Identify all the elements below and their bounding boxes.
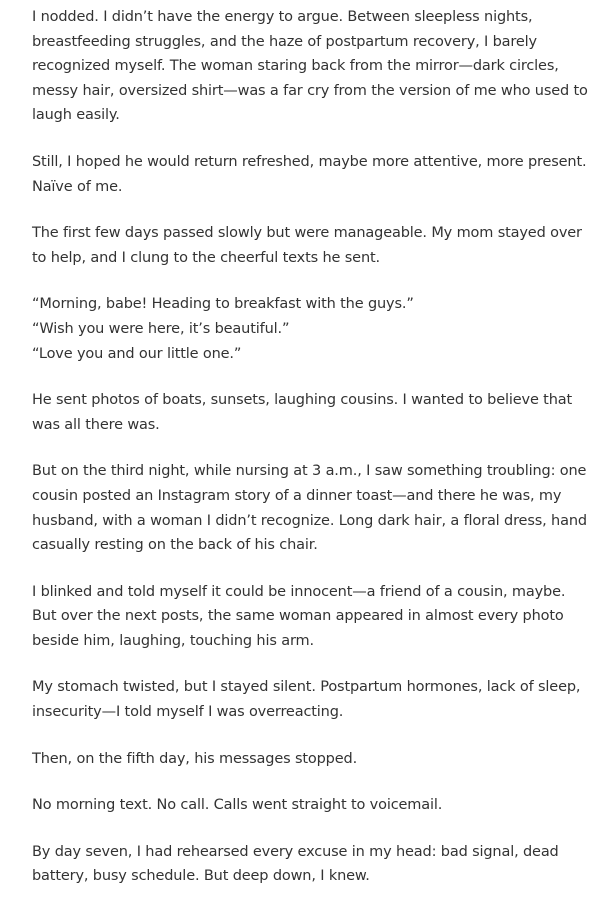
- paragraph-5: He sent photos of boats, sunsets, laughing cousins. I wanted to believe that was all there was.: [32, 392, 573, 433]
- paragraph-6: But on the third night, while nursing at 3 a.m., I saw something troubling: one cousin posted an Instagram story of a dinner toast—and there he was, my husband, with a woman I didn’t recognize. Long dark hair, a floral dress, hand casually resting on the back of his chair.: [32, 463, 587, 554]
- paragraph-11: By day seven, I had rehearsed every excuse in my head: bad signal, dead battery, busy schedule. But deep down, I knew.: [32, 843, 559, 885]
- paragraph-2: Still, I hoped he would return refreshed, maybe more attentive, more present. Naïve of me.: [32, 153, 587, 195]
- paragraph-9: Then, on the fifth day, his messages stopped.: [32, 750, 358, 767]
- paragraph-7: I blinked and told myself it could be innocent—a friend of a cousin, maybe. But over the next posts, the same woman appeared in almost every photo beside him, laughing, touching his arm.: [32, 583, 566, 649]
- paragraph-text-messages: “Morning, babe! Heading to breakfast with the guys.” “Wish you were here, it’s beautiful.” “Love you and our little one.”: [32, 296, 414, 362]
- paragraph-8: My stomach twisted, but I stayed silent. Postpartum hormones, lack of sleep, insecurity—I told myself I was overreacting.: [32, 679, 581, 721]
- article-body: [32, 5, 592, 911]
- paragraph-3: The first few days passed slowly but were manageable. My mom stayed over to help, and I clung to the cheerful texts he sent.: [32, 225, 582, 266]
- paragraph-1: I nodded. I didn’t have the energy to argue. Between sleepless nights, breastfeeding struggles, and the haze of postpartum recovery, I barely recognized myself. The woman staring back from the mirror—dark circles, messy hair, oversized shirt—was a far cry from the version of me who used to laugh easily.: [32, 9, 588, 124]
- paragraph-10: No morning text. No call. Calls went straight to voicemail.: [32, 797, 443, 814]
